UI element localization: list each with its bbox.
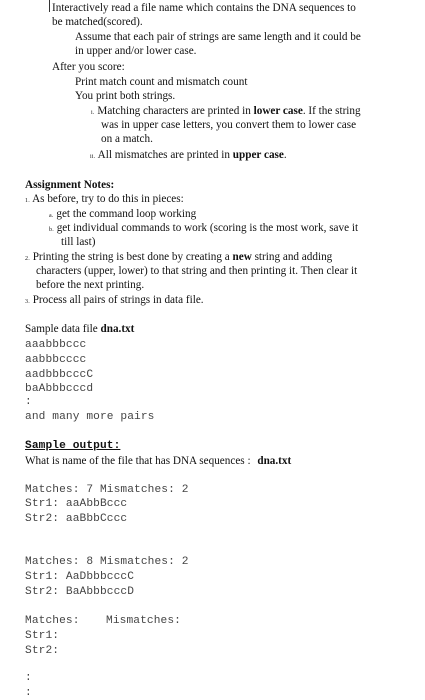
intro-line-1: Interactively read a file name which contains the DNA sequences to <box>52 2 356 14</box>
after-score: After you score: <box>52 61 125 73</box>
assume-line-1: Assume that each pair of strings are same length and it could be <box>75 31 361 43</box>
intro-line-2: be matched(scored). <box>52 16 143 28</box>
print-counts: Print match count and mismatch count <box>75 76 248 88</box>
block3-mismatches: Mismatches: <box>106 615 181 627</box>
sample-filename: dna.txt <box>100 323 135 335</box>
roman-item-1: i. Matching characters are printed in lower case. If the string <box>91 105 361 117</box>
note-2-line-3: before the next printing. <box>36 279 145 291</box>
roman-item-1-line-3: on a match. <box>101 133 153 145</box>
data-ellipsis: : <box>25 396 32 408</box>
block1-counts: Matches: 7 Mismatches: 2 <box>25 484 189 496</box>
output-ellipsis-1: : <box>25 672 32 684</box>
note-2: 2. Printing the string is best done by creating a new string and adding <box>25 251 333 263</box>
output-prompt: What is name of the file that has DNA sequences : dna.txt <box>25 455 292 467</box>
block3-matches: Matches: <box>25 615 80 627</box>
and-many-more: and many more pairs <box>25 411 155 423</box>
sample-output-title: Sample output: <box>25 440 121 452</box>
note-1a: a. get the command loop working <box>49 208 197 220</box>
data-line: aadbbbcccC <box>25 369 94 381</box>
block2-str1: Str1: AaDbbbcccC <box>25 571 135 583</box>
sample-file-label: Sample data file dna.txt <box>25 323 135 335</box>
note-1: 1. As before, try to do this in pieces: <box>25 193 184 205</box>
block3-str1: Str1: <box>25 630 60 642</box>
note-1b: b. get individual commands to work (scoring is the most work, save it <box>49 222 359 234</box>
block2-counts: Matches: 8 Mismatches: 2 <box>25 556 189 568</box>
data-line: baAbbbcccd <box>25 383 94 395</box>
data-line: aaabbbccc <box>25 339 87 351</box>
roman-item-1-line-2: was in upper case letters, you convert them to lower case <box>101 119 357 131</box>
margin-rule <box>49 0 50 12</box>
notes-title: Assignment Notes: <box>25 179 115 191</box>
note-1b-line-2: till last) <box>61 236 96 248</box>
block1-str1: Str1: aaAbbBccc <box>25 498 128 510</box>
note-3: 3. Process all pairs of strings in data file. <box>25 294 204 306</box>
data-line: aabbbcccc <box>25 354 87 366</box>
output-ellipsis-2: : <box>25 687 32 699</box>
block3-str2: Str2: <box>25 645 60 657</box>
roman-item-2: ii. All mismatches are printed in upper case. <box>90 149 287 161</box>
block2-str2: Str2: BaAbbbcccD <box>25 586 135 598</box>
output-answer: dna.txt <box>257 455 292 467</box>
roman-marker-1: i. <box>91 110 95 116</box>
block1-str2: Str2: aaBbbCccc <box>25 513 128 525</box>
note-2-line-2: characters (upper, lower) to that string and then printing it. Then clear it <box>36 265 358 277</box>
roman-marker-2: ii. <box>90 154 96 160</box>
assume-line-2: in upper and/or lower case. <box>75 45 197 57</box>
print-both: You print both strings. <box>75 90 176 102</box>
